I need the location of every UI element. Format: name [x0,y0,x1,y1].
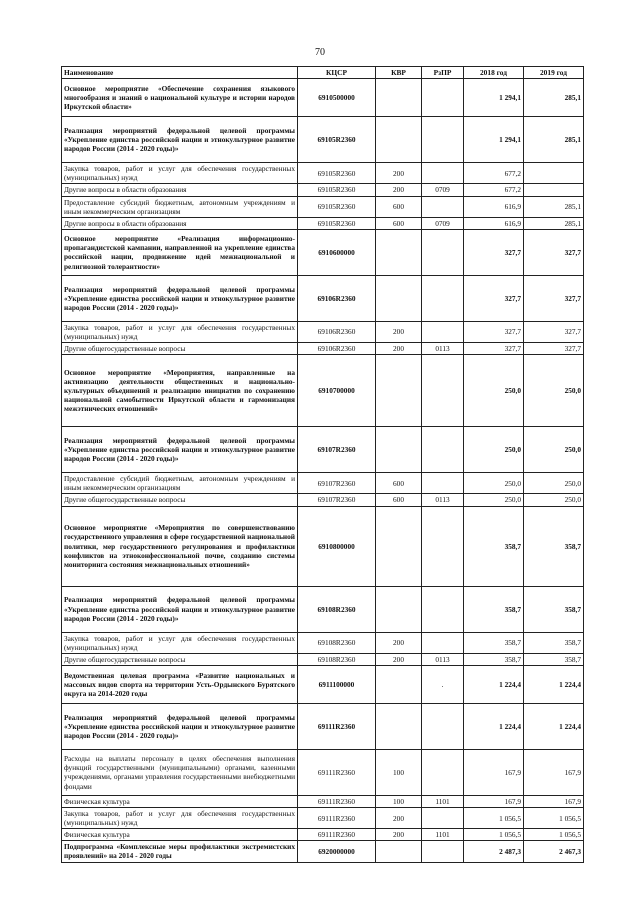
cell-name: Физическая культура [62,795,298,807]
cell-kcsr: 69105R2360 [298,196,376,217]
column-header-2019: 2019 год [524,67,584,79]
cell-name: Основное мероприятие «Мероприятия по совершенствованию государственного управления в сфере государственной национальной политики, мер государственного регулирования и профилактики конфликтов на этноконфессиональной почве, созданию системы мониторинга состояния межнациональных отношений» [62,506,298,586]
table-row [62,229,584,275]
cell-2019: 250,0 [524,473,584,494]
cell-2018: 677,2 [464,163,524,184]
cell-rzpr: 0113 [422,653,464,665]
cell-name: Закупка товаров, работ и услуг для обеспечения государственных (муниципальных) нужд [62,163,298,184]
column-header-name: Наименование [62,67,298,79]
cell-kcsr: 69111R2360 [298,829,376,841]
table-row [62,184,584,196]
cell-rzpr: 0709 [422,217,464,229]
cell-name: Реализация мероприятий федеральной целевой программы «Укрепление единства российской нации и этнокультурное развитие народов России (2014 - 2020 годы)» [62,117,298,163]
cell-kvr [376,229,422,275]
cell-kvr [376,703,422,749]
cell-2018: 358,7 [464,506,524,586]
cell-kcsr: 69107R2360 [298,494,376,506]
cell-2019: 327,7 [524,275,584,321]
cell-2018: 358,7 [464,653,524,665]
column-header-2018: 2018 год [464,67,524,79]
cell-kvr [376,275,422,321]
cell-2019: 358,7 [524,506,584,586]
table-row [62,829,584,841]
cell-kvr: 600 [376,494,422,506]
column-header-rzpr: РзПР [422,67,464,79]
cell-rzpr: 0113 [422,494,464,506]
cell-rzpr: 1101 [422,829,464,841]
cell-kvr [376,506,422,586]
table-row [62,163,584,184]
cell-2019: 167,9 [524,795,584,807]
cell-kvr: 600 [376,196,422,217]
cell-kcsr: 69106R2360 [298,343,376,355]
cell-kvr [376,79,422,117]
cell-name: Реализация мероприятий федеральной целевой программы «Укрепление единства российской нации и этнокультурное развитие народов России (2014 - 2020 годы)» [62,275,298,321]
cell-2019: 285,1 [524,79,584,117]
cell-name: Ведомственная целевая программа «Развитие национальных и массовых видов спорта на территории Усть-Ордынского Бурятского округа на 2014-2020 годы [62,665,298,703]
cell-kvr [376,841,422,862]
cell-kcsr: 69108R2360 [298,632,376,653]
cell-2019 [524,184,584,196]
cell-2019: 250,0 [524,427,584,473]
cell-name: Реализация мероприятий федеральной целевой программы «Укрепление единства российской нации и этнокультурное развитие народов России (2014 - 2020 годы)» [62,703,298,749]
cell-kvr [376,586,422,632]
cell-rzpr [422,79,464,117]
cell-rzpr [422,355,464,427]
cell-2019: 327,7 [524,229,584,275]
cell-2019: 358,7 [524,586,584,632]
cell-2018: 327,7 [464,321,524,342]
cell-kcsr: 69108R2360 [298,586,376,632]
cell-2018: 1 056,5 [464,829,524,841]
table-row [62,217,584,229]
table-row [62,321,584,342]
cell-2019: 285,1 [524,217,584,229]
cell-kcsr: 69111R2360 [298,808,376,829]
cell-2018: 250,0 [464,427,524,473]
cell-kcsr: 6910700000 [298,355,376,427]
cell-name: Реализация мероприятий федеральной целевой программы «Укрепление единства российской нации и этнокультурное развитие народов России (2014 - 2020 годы)» [62,586,298,632]
cell-kcsr: 6920000000 [298,841,376,862]
cell-kvr: 200 [376,321,422,342]
table-row [62,117,584,163]
cell-2018: 327,7 [464,275,524,321]
cell-2018: 250,0 [464,355,524,427]
cell-rzpr [422,163,464,184]
cell-kcsr: 69106R2360 [298,321,376,342]
cell-2018: 2 487,3 [464,841,524,862]
table-body [62,79,584,862]
cell-rzpr: . [422,665,464,703]
cell-2019: 1 056,5 [524,808,584,829]
column-header-kcsr: КЦСР [298,67,376,79]
cell-kcsr: 69111R2360 [298,703,376,749]
cell-kvr: 100 [376,749,422,795]
cell-2018: 250,0 [464,473,524,494]
cell-kcsr: 6910500000 [298,79,376,117]
cell-kcsr: 69111R2360 [298,749,376,795]
cell-kvr: 200 [376,343,422,355]
table-row [62,196,584,217]
column-header-kvr: КВР [376,67,422,79]
cell-kvr: 100 [376,795,422,807]
cell-2018: 250,0 [464,494,524,506]
cell-2019: 358,7 [524,653,584,665]
cell-rzpr [422,427,464,473]
cell-2018: 1 294,1 [464,117,524,163]
cell-name: Предоставление субсидий бюджетным, автономным учреждениям и иным некоммерческим организациям [62,473,298,494]
cell-2019: 327,7 [524,343,584,355]
table-row [62,586,584,632]
cell-kcsr: 69107R2360 [298,473,376,494]
cell-kvr: 200 [376,808,422,829]
page-number: 70 [315,47,325,58]
cell-rzpr [422,749,464,795]
cell-kcsr: 6910600000 [298,229,376,275]
cell-2018: 1 056,5 [464,808,524,829]
cell-kvr [376,117,422,163]
cell-kvr: 200 [376,184,422,196]
cell-kcsr: 6910800000 [298,506,376,586]
cell-kcsr: 69105R2360 [298,184,376,196]
table-row [62,665,584,703]
cell-kcsr: 69105R2360 [298,163,376,184]
table-row [62,808,584,829]
cell-name: Основное мероприятие «Реализация информационно-пропагандистской кампании, направленной на укрепление единства российской нации, продвижение идей межнациональной и религиозной толерантности» [62,229,298,275]
cell-name: Другие общегосударственные вопросы [62,653,298,665]
cell-rzpr: 1101 [422,795,464,807]
cell-kcsr: 69105R2360 [298,217,376,229]
cell-2019: 167,9 [524,749,584,795]
cell-2018: 616,9 [464,196,524,217]
cell-name: Реализация мероприятий федеральной целевой программы «Укрепление единства российской нации и этнокультурное развитие народов России (2014 - 2020 годы)» [62,427,298,473]
cell-rzpr [422,841,464,862]
cell-name: Основное мероприятие «Обеспечение сохранения языкового многообразия и знаний о национальной культуре и истории народов Иркутской области» [62,79,298,117]
cell-rzpr [422,275,464,321]
cell-rzpr: 0113 [422,343,464,355]
cell-kvr: 600 [376,473,422,494]
cell-2019: 1 224,4 [524,703,584,749]
cell-2019: 285,1 [524,117,584,163]
table-row [62,841,584,862]
cell-kvr [376,355,422,427]
cell-rzpr [422,117,464,163]
cell-rzpr [422,586,464,632]
cell-2018: 677,2 [464,184,524,196]
cell-name: Основное мероприятие «Мероприятия, направленные на активизацию деятельности общественных и национально-культурных объединений и реализацию инициатив по сохранению национальной самобытности Иркутской области и гармонизация межэтнических отношений» [62,355,298,427]
cell-name: Другие общегосударственные вопросы [62,343,298,355]
table-row [62,632,584,653]
cell-2019: 358,7 [524,632,584,653]
cell-rzpr [422,808,464,829]
cell-name: Расходы на выплаты персоналу в целях обеспечения выполнения функций государственными (муниципальными) органами, казенными учреждениями, органами управления государственными внебюджетными фондами [62,749,298,795]
cell-name: Предоставление субсидий бюджетным, автономным учреждениям и иным некоммерческим организациям [62,196,298,217]
cell-kvr: 600 [376,217,422,229]
cell-2018: 327,7 [464,229,524,275]
cell-2019: 327,7 [524,321,584,342]
table-row [62,795,584,807]
table-row [62,275,584,321]
cell-2019: 1 224,4 [524,665,584,703]
cell-name: Подпрограмма «Комплексные меры профилактики экстремистских проявлений» на 2014 - 2020 годы [62,841,298,862]
cell-rzpr [422,506,464,586]
cell-2018: 167,9 [464,795,524,807]
cell-2019: 250,0 [524,494,584,506]
cell-kcsr: 69106R2360 [298,275,376,321]
cell-rzpr [422,703,464,749]
table-row [62,473,584,494]
cell-rzpr [422,473,464,494]
cell-name: Другие общегосударственные вопросы [62,494,298,506]
cell-rzpr [422,229,464,275]
cell-2018: 1 224,4 [464,665,524,703]
cell-kvr [376,427,422,473]
cell-name: Другие вопросы в области образования [62,184,298,196]
cell-2019: 2 467,3 [524,841,584,862]
cell-name: Закупка товаров, работ и услуг для обеспечения государственных (муниципальных) нужд [62,321,298,342]
cell-rzpr [422,196,464,217]
table-header-row [62,67,584,79]
cell-name: Другие вопросы в области образования [62,217,298,229]
table-row [62,494,584,506]
cell-2019: 285,1 [524,196,584,217]
table-row [62,343,584,355]
cell-rzpr [422,632,464,653]
table-row [62,79,584,117]
cell-2018: 358,7 [464,632,524,653]
cell-2018: 616,9 [464,217,524,229]
table-row [62,653,584,665]
cell-kcsr: 69111R2360 [298,795,376,807]
cell-2019: 250,0 [524,355,584,427]
cell-name: Закупка товаров, работ и услуг для обеспечения государственных (муниципальных) нужд [62,808,298,829]
cell-name: Закупка товаров, работ и услуг для обеспечения государственных (муниципальных) нужд [62,632,298,653]
cell-2018: 167,9 [464,749,524,795]
budget-table [61,66,584,863]
cell-kcsr: 69107R2360 [298,427,376,473]
cell-rzpr: 0709 [422,184,464,196]
cell-2019 [524,163,584,184]
cell-2018: 1 224,4 [464,703,524,749]
cell-name: Физическая культура [62,829,298,841]
cell-kvr: 200 [376,632,422,653]
cell-kvr: 200 [376,163,422,184]
cell-rzpr [422,321,464,342]
cell-kcsr: 69108R2360 [298,653,376,665]
table-row [62,355,584,427]
cell-kvr: 200 [376,829,422,841]
cell-2018: 358,7 [464,586,524,632]
cell-2018: 1 294,1 [464,79,524,117]
cell-kvr [376,665,422,703]
cell-2018: 327,7 [464,343,524,355]
cell-kcsr: 6911100000 [298,665,376,703]
cell-kcsr: 69105R2360 [298,117,376,163]
cell-2019: 1 056,5 [524,829,584,841]
table-row [62,506,584,586]
cell-kvr: 200 [376,653,422,665]
table-row [62,427,584,473]
table-row [62,703,584,749]
table-row [62,749,584,795]
